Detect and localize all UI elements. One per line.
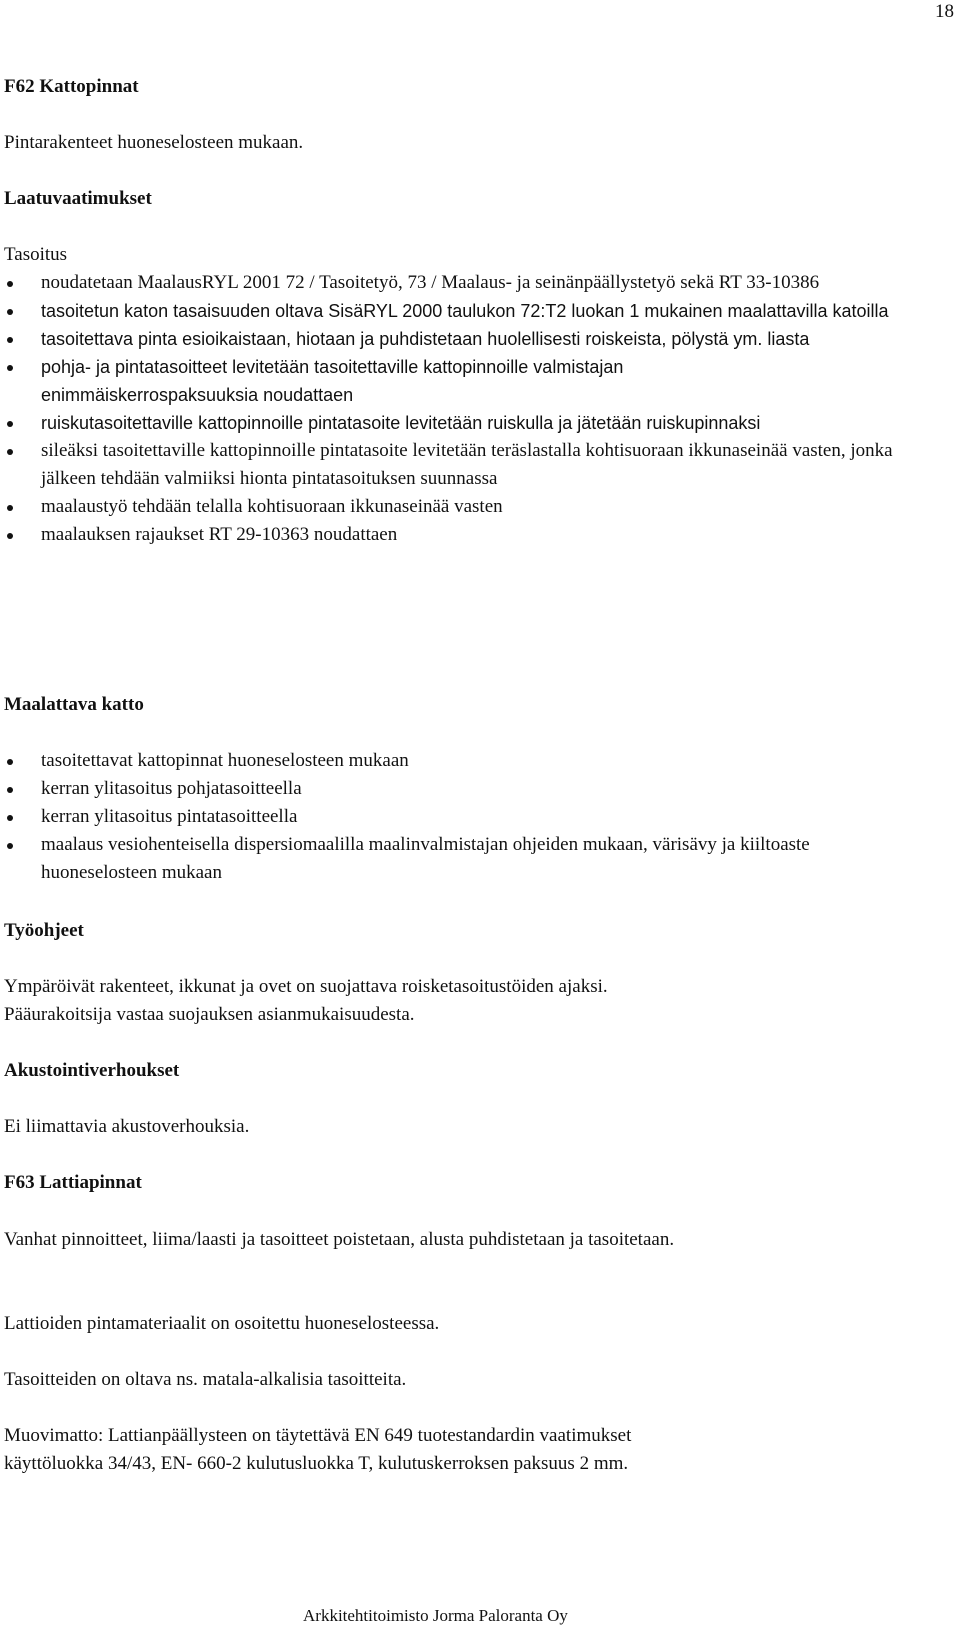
f63-text-4b: käyttöluokka 34/43, EN- 660-2 kulutusluokka T, kulutuskerroksen paksuus 2 mm. — [4, 1453, 629, 1474]
list-item: maalaustyö tehdään telalla kohtisuoraan ikkunaseinää vasten — [0, 493, 921, 521]
list-item: kerran ylitasoitus pohjatasoitteella — [0, 775, 921, 803]
acoustic-panels-heading: Akustointiverhoukset — [4, 1060, 180, 1081]
list-item: tasoitettava pinta esioikaistaan, hiotaan ja puhdistetaan huolellisesti roiskeista, pölystä ym. liasta — [0, 325, 901, 353]
footer-company-name: Arkkitehtitoimisto Jorma Paloranta Oy — [303, 1606, 568, 1625]
f63-text-3: Tasoitteiden on oltava ns. matala-alkalisia tasoitteita. — [4, 1369, 407, 1390]
painted-ceiling-heading: Maalattava katto — [4, 694, 144, 715]
list-item: tasoitettavat kattopinnat huoneselosteen mukaan — [0, 747, 921, 775]
quality-requirements-heading: Laatuvaatimukset — [4, 188, 152, 209]
section-title-f63: F63 Lattiapinnat — [4, 1172, 142, 1193]
list-item: pohja- ja pintatasoitteet levitetään tasoitettaville kattopinnoille valmistajan enimmäiskerrospaksuuksia noudattaen — [0, 353, 801, 409]
page-number: 18 — [935, 1, 954, 22]
work-instructions-text-2: Pääurakoitsija vastaa suojauksen asianmukaisuudesta. — [4, 1004, 415, 1025]
work-instructions-text-1: Ympäröivät rakenteet, ikkunat ja ovet on suojattava roisketasoitustöiden ajaksi. — [4, 976, 608, 997]
f63-text-4a: Muovimatto: Lattianpäällysteen on täytettävä EN 649 tuotestandardin vaatimukset — [4, 1425, 632, 1446]
list-item: maalaus vesiohenteisella dispersiomaalilla maalinvalmistajan ohjeiden mukaan, värisävy ja kiiltoaste huoneselosteen mukaan — [0, 831, 921, 887]
list-item: kerran ylitasoitus pintatasoitteella — [0, 803, 921, 831]
f63-text-2: Lattioiden pintamateriaalit on osoitettu huoneselosteessa. — [4, 1313, 440, 1334]
list-item: noudatetaan MaalausRYL 2001 72 / Tasoitetyö, 73 / Maalaus- ja seinänpäällystetyö sekä RT 33-10386 — [0, 269, 921, 297]
list-item: tasoitetun katon tasaisuuden oltava SisäRYL 2000 taulukon 72:T2 luokan 1 mukainen maalattavilla katoilla — [0, 297, 901, 325]
acoustic-panels-text: Ei liimattavia akustoverhouksia. — [4, 1116, 250, 1137]
f63-text-1: Vanhat pinnoitteet, liima/laasti ja tasoitteet poistetaan, alusta puhdistetaan ja tasoitetaan. — [4, 1229, 675, 1250]
levelling-list — [0, 269, 920, 549]
list-item: maalauksen rajaukset RT 29-10363 noudattaen — [0, 521, 921, 549]
painted-ceiling-list — [0, 747, 920, 887]
list-item: sileäksi tasoitettaville kattopinnoille pintatasoite levitetään teräslastalla kohtisuoraan ikkunaseinää vasten, jonka jälkeen tehdään valmiiksi hionta pintatasoituksen suunnassa — [0, 437, 921, 493]
levelling-subheading: Tasoitus — [4, 244, 68, 265]
section-title-f62: F62 Kattopinnat — [4, 76, 139, 97]
f62-intro-text: Pintarakenteet huoneselosteen mukaan. — [4, 132, 304, 153]
work-instructions-heading: Työohjeet — [4, 920, 84, 941]
list-item: ruiskutasoitettaville kattopinnoille pintatasoite levitetään ruiskulla ja jätetään ruiskupinnaksi — [0, 409, 801, 437]
